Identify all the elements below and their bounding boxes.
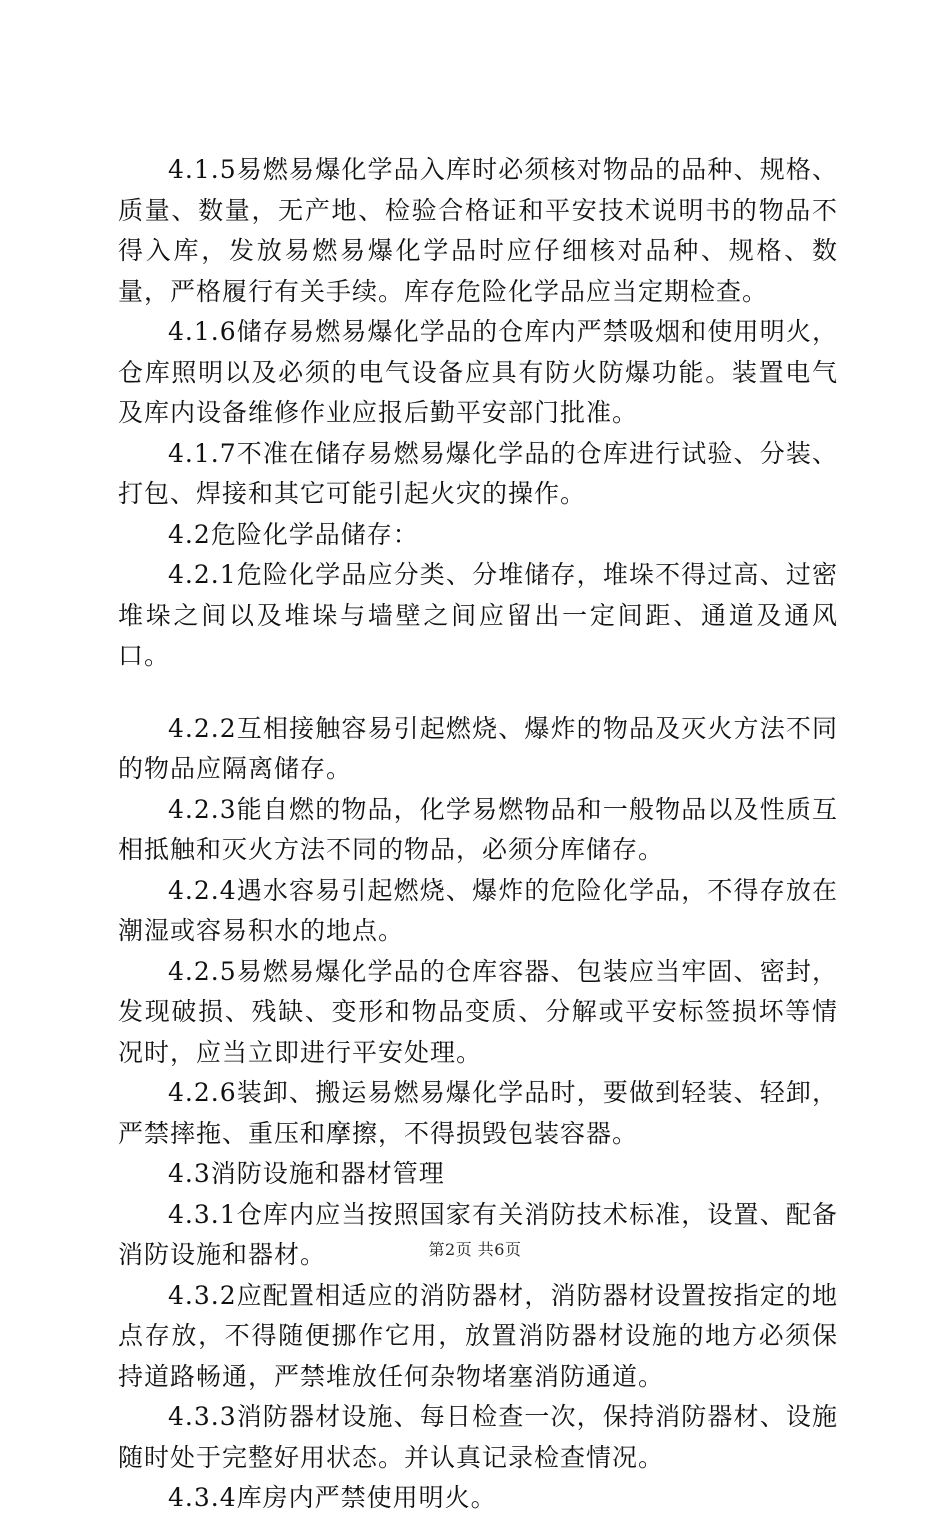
paragraph-4-1-5: 4.1.5易燃易爆化学品入库时必须核对物品的品种、规格、质量、数量，无产地、检验合格证和平安技术说明书的物品不得入库，发放易燃易爆化学品时应仔细核对品种、规格、数量，严格履行有关手续。库存危险化学品应当定期检查。	[118, 155, 838, 306]
page-number-footer: 第2页 共6页	[428, 1240, 522, 1259]
section-heading-4-3: 4.3消防设施和器材管理	[168, 1159, 445, 1188]
paragraph-4-2-3: 4.2.3能自燃的物品，化学易燃物品和一般物品以及性质互相抵触和灭火方法不同的物品，必须分库储存。	[118, 794, 838, 864]
paragraph-4-1-7: 4.1.7不准在储存易燃易爆化学品的仓库进行试验、分装、打包、焊接和其它可能引起火灾的操作。	[118, 438, 838, 508]
paragraph-4-2-6: 4.2.6装卸、搬运易燃易爆化学品时，要做到轻装、轻卸，严禁摔拖、重压和摩擦，不得损毁包装容器。	[118, 1078, 838, 1148]
paragraph-4-3-3: 4.3.3消防器材设施、每日检查一次，保持消防器材、设施随时处于完整好用状态。并认真记录检查情况。	[118, 1402, 838, 1472]
paragraph-4-3-1: 4.3.1仓库内应当按照国家有关消防技术标准，设置、配备消防设施和器材。	[118, 1199, 838, 1269]
paragraph-4-3-2: 4.3.2应配置相适应的消防器材，消防器材设置按指定的地点存放，不得随便挪作它用，放置消防器材设施的地方必须保持道路畅通，严禁堆放任何杂物堵塞消防通道。	[118, 1280, 838, 1391]
paragraph-4-1-6: 4.1.6储存易燃易爆化学品的仓库内严禁吸烟和使用明火，仓库照明以及必须的电气设备应具有防火防爆功能。装置电气及库内设备维修作业应报后勤平安部门批准。	[118, 317, 838, 427]
paragraph-4-3-4: 4.3.4库房内严禁使用明火。	[168, 1483, 497, 1512]
section-heading-4-2: 4.2危险化学品储存：	[168, 519, 419, 549]
paragraph-4-2-2: 4.2.2互相接触容易引起燃烧、爆炸的物品及灭火方法不同的物品应隔离储存。	[118, 713, 838, 783]
paragraph-4-2-1: 4.2.1危险化学品应分类、分堆储存，堆垛不得过高、过密堆垛之间以及堆垛与墙壁之间应留出一定间距、通道及通风口。	[118, 560, 838, 670]
document-body	[118, 150, 838, 1519]
paragraph-4-2-5: 4.2.5易燃易爆化学品的仓库容器、包装应当牢固、密封，发现破损、残缺、变形和物品变质、分解或平安标签损坏等情况时，应当立即进行平安处理。	[118, 956, 838, 1067]
paragraph-4-2-4: 4.2.4遇水容易引起燃烧、爆炸的危险化学品，不得存放在潮湿或容易积水的地点。	[118, 875, 838, 945]
